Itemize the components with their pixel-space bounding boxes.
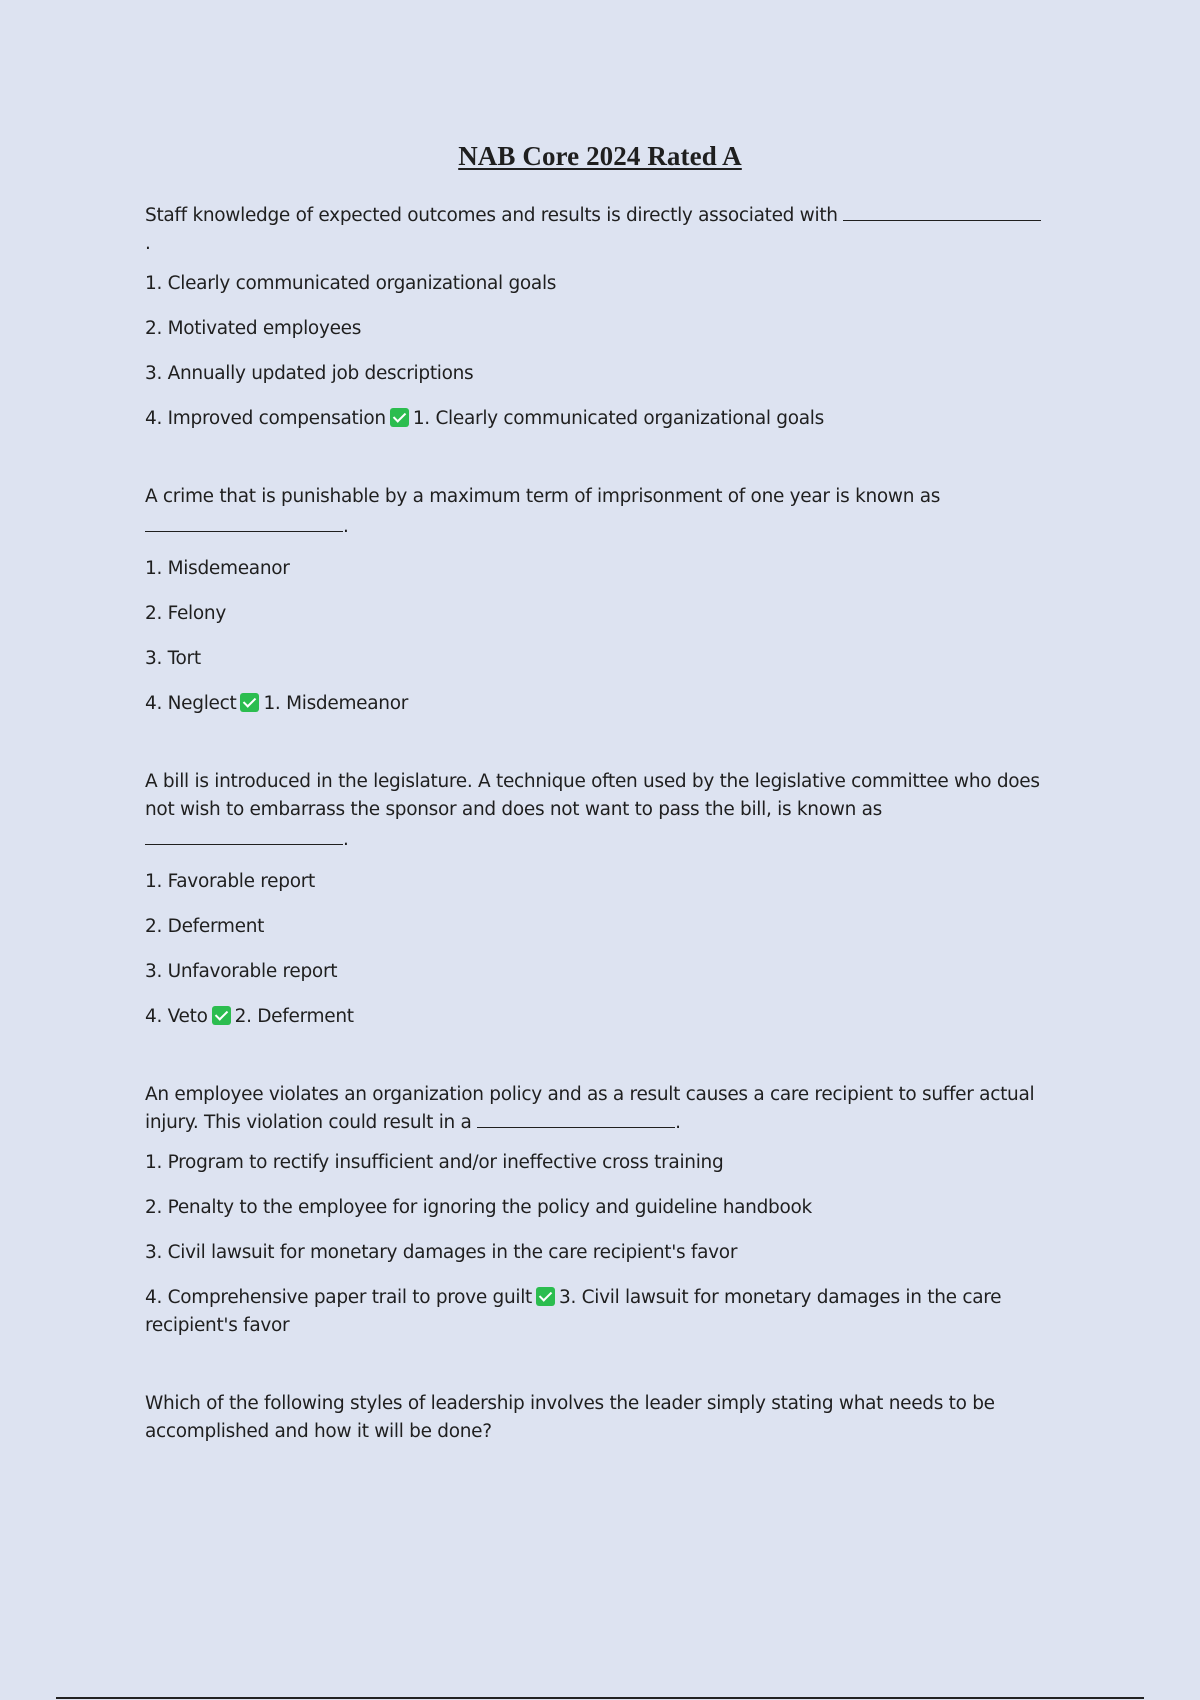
answer-blank: [843, 202, 1041, 221]
option-3: 3. Unfavorable report: [145, 961, 338, 982]
option-1: 1. Program to rectify insufficient and/or ineffective cross training: [145, 1152, 724, 1173]
option-2: 2. Motivated employees: [145, 318, 362, 339]
answer-blank: [145, 826, 343, 845]
question-1: [145, 202, 1045, 433]
option-1: 1. Clearly communicated organizational goals: [145, 273, 557, 294]
option-2: 2. Felony: [145, 603, 226, 624]
question-stem: An employee violates an organization policy and as a result causes a care recipient to suffer actual injury. This violation could result in a .: [145, 1084, 1035, 1133]
option-2: 2. Deferment: [145, 916, 265, 937]
question-3: [145, 768, 1045, 1031]
option-1: 1. Misdemeanor: [145, 558, 290, 579]
option-4-with-answer: 4. Comprehensive paper trail to prove guilt 3. Civil lawsuit for monetary damages in the care recipient's favor: [145, 1287, 1002, 1336]
correct-answer: 2. Deferment: [234, 1006, 354, 1027]
correct-answer: 1. Misdemeanor: [263, 693, 409, 714]
option-4-with-answer: 4. Neglect 1. Misdemeanor: [145, 693, 409, 714]
check-mark-icon: [536, 1287, 555, 1306]
answer-blank: [145, 513, 343, 532]
question-stem: Which of the following styles of leadership involves the leader simply stating what needs to be accomplished and how it will be done?: [145, 1393, 995, 1442]
question-stem: Staff knowledge of expected outcomes and results is directly associated with .: [145, 202, 1045, 258]
option-3: 3. Civil lawsuit for monetary damages in the care recipient's favor: [145, 1242, 738, 1263]
answer-blank: [477, 1109, 675, 1128]
check-mark-icon: [240, 693, 259, 712]
option-3: 3. Annually updated job descriptions: [145, 363, 474, 384]
question-2: [145, 483, 1045, 718]
correct-answer: 1. Clearly communicated organizational goals: [412, 408, 824, 429]
option-2: 2. Penalty to the employee for ignoring the policy and guideline handbook: [145, 1197, 812, 1218]
check-mark-icon: [212, 1006, 231, 1025]
question-stem-blank: .: [145, 513, 1045, 541]
question-list: [145, 202, 1045, 1496]
option-1: 1. Favorable report: [145, 871, 315, 892]
correct-answer: 3. Civil lawsuit for monetary damages in the care recipient's favor: [145, 1287, 1002, 1336]
question-5: [145, 1390, 1045, 1446]
question-4: [145, 1081, 1045, 1340]
footer-divider: [56, 1697, 1144, 1699]
option-4-with-answer: 4. Improved compensation 1. Clearly communicated organizational goals: [145, 408, 824, 429]
option-4-with-answer: 4. Veto 2. Deferment: [145, 1006, 354, 1027]
option-3: 3. Tort: [145, 648, 201, 669]
question-stem: A crime that is punishable by a maximum term of imprisonment of one year is known as: [145, 486, 941, 507]
document-title: NAB Core 2024 Rated A: [458, 141, 742, 171]
question-stem: A bill is introduced in the legislature. A technique often used by the legislative committee who does not wish to embarrass the sponsor and does not want to pass the bill, is known as: [145, 771, 1040, 820]
question-stem-blank: .: [145, 826, 1045, 854]
check-mark-icon: [390, 408, 409, 427]
